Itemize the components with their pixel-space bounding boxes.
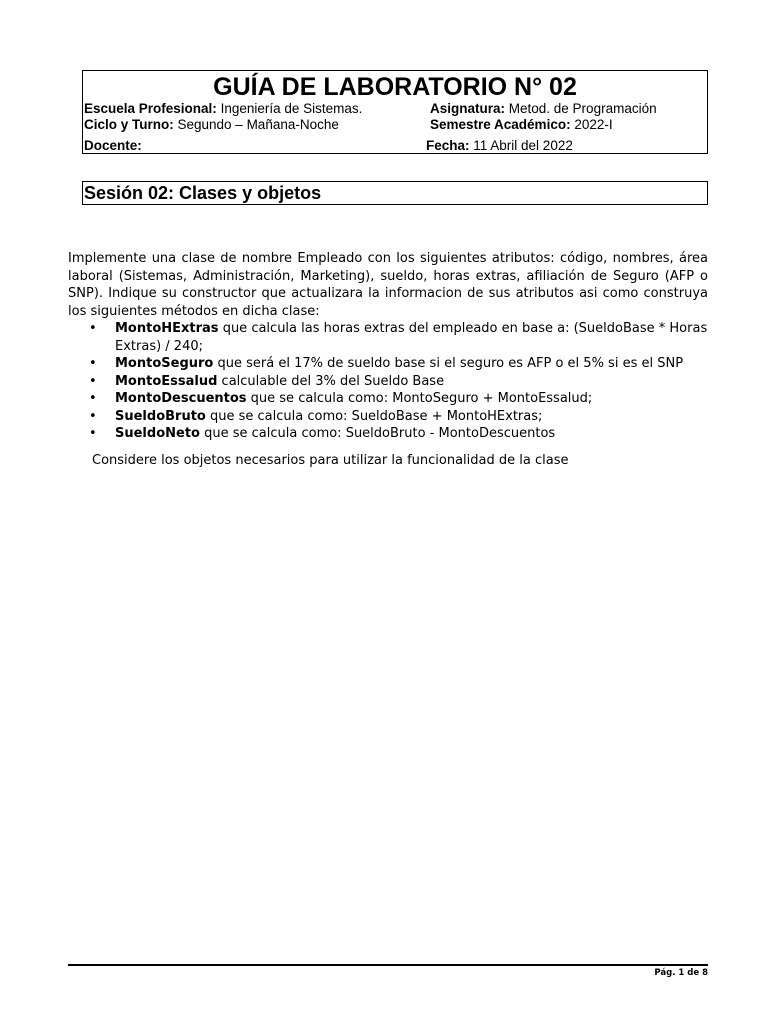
semestre-value: 2022-I xyxy=(570,117,613,132)
method-description: calculable del 3% del Sueldo Base xyxy=(217,373,445,389)
docente-label: Docente: xyxy=(84,138,142,153)
ciclo-label: Ciclo y Turno: xyxy=(84,117,174,132)
fecha-value: 11 Abril del 2022 xyxy=(469,138,573,153)
method-description: que será el 17% de sueldo base si el seguro es AFP o el 5% si es el SNP xyxy=(213,356,684,371)
ciclo-field xyxy=(84,117,339,133)
list-item xyxy=(68,320,708,355)
bullet-icon: • xyxy=(89,373,97,389)
semestre-field xyxy=(430,117,613,133)
session-box xyxy=(82,181,708,205)
session-title: Sesión 02: Clases y objetos xyxy=(84,183,322,203)
method-description: que calcula las horas extras del empleado en base a: (SueldoBase * Horas Extras) / 240; xyxy=(115,321,708,354)
method-name: MontoSeguro xyxy=(115,356,214,371)
list-item xyxy=(68,355,708,373)
escuela-value: Ingeniería de Sistemas. xyxy=(216,101,363,116)
method-name: SueldoBruto xyxy=(115,408,206,424)
footer-divider xyxy=(68,964,708,966)
asignatura-field xyxy=(430,101,657,117)
instructions xyxy=(68,250,708,469)
fecha-label: Fecha: xyxy=(426,138,470,153)
header-box xyxy=(82,70,708,154)
semestre-label: Semestre Académico: xyxy=(430,117,571,132)
asignatura-label: Asignatura: xyxy=(430,101,506,116)
bullet-icon: • xyxy=(89,321,97,336)
list-item xyxy=(68,425,708,443)
asignatura-value: Metod. de Programación xyxy=(505,101,657,116)
docente-field xyxy=(84,138,142,154)
consider-paragraph: Considere los objetos necesarios para utilizar la funcionalidad de la clase xyxy=(92,452,569,468)
method-name: MontoEssalud xyxy=(115,373,218,389)
escuela-label: Escuela Profesional: xyxy=(84,101,217,116)
method-name: SueldoNeto xyxy=(115,426,200,441)
list-item xyxy=(68,390,708,408)
intro-paragraph: Implemente una clase de nombre Empleado con los siguientes atributos: código, nombres, área laboral (Sistemas, Administración, Marketing), sueldo, horas extras, afiliación de Seguro (AFP o SNP). Indique su constructor que actualizara la informacion de sus atributos asi como construya los siguientes métodos en dicha clase: xyxy=(68,251,708,319)
method-description: que se calcula como: MontoSeguro + MontoEssalud; xyxy=(246,391,593,406)
bullet-icon: • xyxy=(89,408,97,424)
list-item xyxy=(68,408,708,426)
method-name: MontoHExtras xyxy=(115,321,219,336)
method-description: que se calcula como: SueldoBruto - MontoDescuentos xyxy=(199,426,556,441)
page-number: Pág. 1 de 8 xyxy=(654,968,708,978)
methods-list xyxy=(68,320,708,443)
bullet-icon: • xyxy=(89,426,97,441)
method-description: que se calcula como: SueldoBase + MontoHExtras; xyxy=(205,408,543,424)
fecha-field xyxy=(426,138,573,154)
ciclo-value: Segundo – Mañana-Noche xyxy=(173,117,339,132)
bullet-icon: • xyxy=(89,356,97,371)
list-item xyxy=(68,373,708,391)
document-title: GUÍA DE LABORATORIO N° 02 xyxy=(213,73,577,101)
method-name: MontoDescuentos xyxy=(115,391,247,406)
escuela-field xyxy=(84,101,362,117)
bullet-icon: • xyxy=(89,391,97,406)
